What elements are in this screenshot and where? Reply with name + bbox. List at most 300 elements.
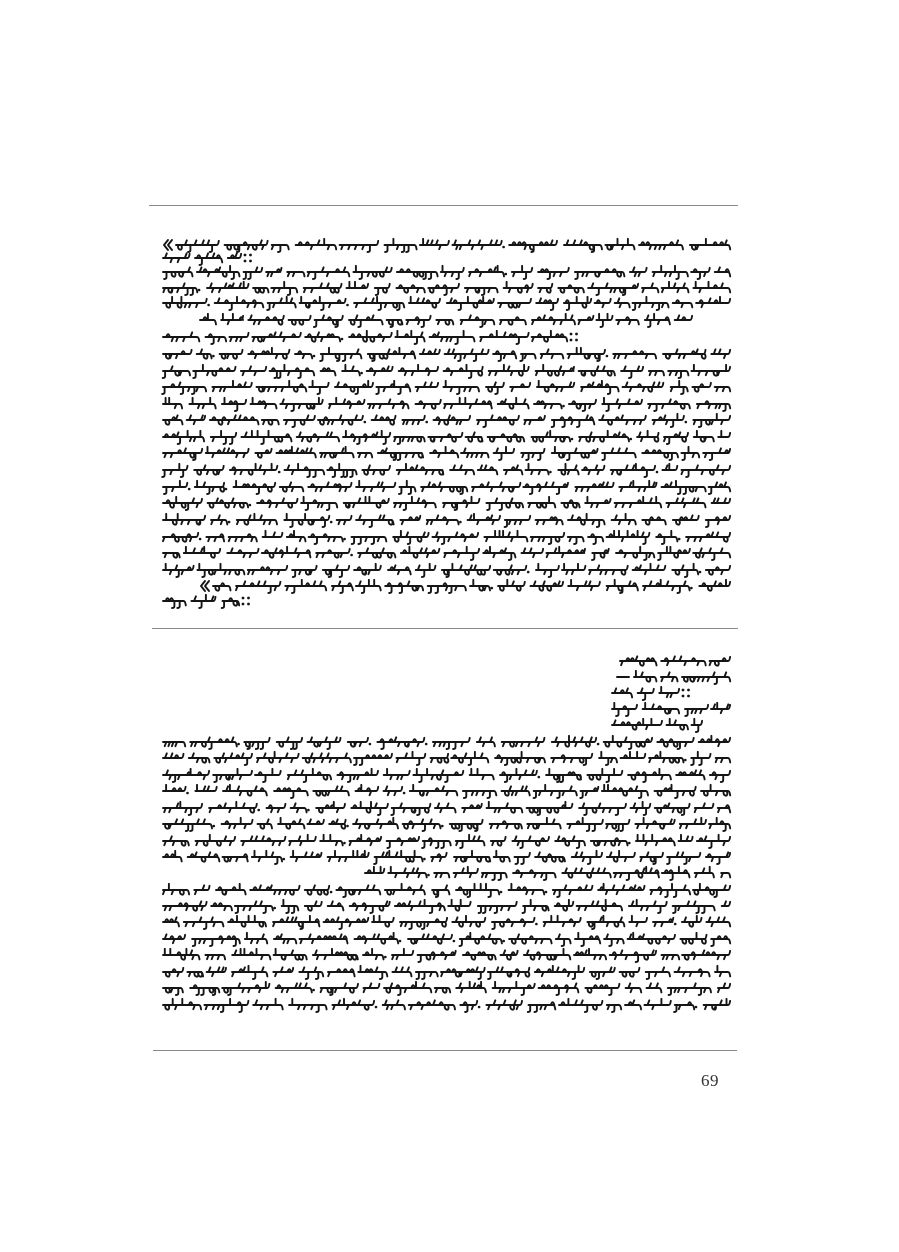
- comma-mark: [425, 421, 428, 424]
- script-word: [487, 802, 523, 813]
- script-word: [287, 531, 306, 542]
- comma-mark: [685, 421, 688, 424]
- text-line: [163, 933, 730, 946]
- script-word: [494, 851, 510, 862]
- script-word: [163, 564, 194, 577]
- script-word: [195, 785, 216, 791]
- script-word: [695, 803, 714, 812]
- script-word: [343, 431, 390, 444]
- script-word: [193, 365, 235, 378]
- script-word: [536, 517, 563, 524]
- script-word: [472, 482, 520, 491]
- comma-mark: [630, 438, 633, 441]
- script-word: [234, 481, 276, 494]
- text-line: [163, 266, 730, 279]
- script-word: [572, 851, 602, 864]
- script-word: [610, 950, 656, 962]
- middle-rule: [152, 628, 738, 629]
- script-word: [441, 967, 485, 979]
- script-word: [539, 983, 579, 995]
- script-word: [712, 498, 731, 503]
- script-word: [668, 371, 688, 378]
- script-word: [482, 873, 507, 880]
- script-word: [353, 818, 398, 829]
- script-word: [308, 482, 351, 491]
- comma-mark: [283, 858, 286, 861]
- script-word: [313, 949, 358, 960]
- script-word: [416, 400, 441, 409]
- script-word: [716, 758, 731, 762]
- script-word: [460, 933, 502, 946]
- script-word: [323, 565, 349, 577]
- script-word: [278, 818, 304, 829]
- script-word: [257, 752, 299, 763]
- script-word: [587, 769, 622, 782]
- script-word: [484, 531, 527, 542]
- script-word: [372, 415, 396, 424]
- script-word: [633, 564, 666, 574]
- script-word: [213, 769, 252, 782]
- script-word: [551, 754, 592, 765]
- script-word: [628, 933, 675, 944]
- script-word: [163, 802, 202, 815]
- script-word: [434, 415, 471, 424]
- script-word: [274, 788, 308, 798]
- script-word: [222, 598, 239, 608]
- script-word: [493, 982, 535, 995]
- script-word: [692, 719, 703, 732]
- script-word: [673, 901, 715, 913]
- script-word: [211, 515, 227, 524]
- comma-mark: [212, 355, 215, 358]
- script-word: [512, 266, 532, 279]
- script-word: [579, 803, 626, 815]
- script-word: [431, 754, 449, 763]
- script-word: [364, 983, 380, 992]
- script-word: [309, 534, 343, 544]
- script-word: [200, 314, 216, 325]
- full-stop-mark: [244, 254, 252, 263]
- script-word: [546, 547, 585, 557]
- script-word: [465, 288, 498, 295]
- comma-mark: [330, 521, 333, 524]
- script-word: [210, 415, 259, 424]
- script-word: [222, 818, 253, 828]
- script-word: [699, 580, 730, 591]
- comma-mark: [330, 891, 333, 894]
- script-word: [520, 354, 535, 361]
- text-line: [365, 867, 730, 880]
- script-word: [637, 431, 658, 442]
- text-line: [163, 785, 730, 798]
- script-word: [211, 431, 236, 444]
- text-line: [163, 736, 730, 749]
- script-word: [562, 868, 611, 877]
- script-word: [255, 449, 271, 458]
- script-word: [395, 900, 445, 913]
- script-word: [427, 515, 459, 524]
- text-line: [163, 282, 730, 295]
- script-word: [585, 497, 610, 507]
- script-word: [460, 1001, 477, 1012]
- script-word: [207, 282, 249, 292]
- script-word: [692, 383, 710, 392]
- script-word: [703, 448, 730, 460]
- comma-mark: [399, 940, 402, 943]
- script-word: [432, 532, 478, 544]
- comma-mark: [273, 907, 276, 910]
- comma-mark: [199, 538, 202, 541]
- script-word: [454, 867, 478, 877]
- script-word: [634, 671, 656, 682]
- script-word: [356, 785, 379, 795]
- script-word: [206, 334, 227, 344]
- text-line: [163, 398, 730, 411]
- script-word: [245, 933, 267, 944]
- script-word: [428, 583, 466, 593]
- text-line: [163, 999, 730, 1012]
- script-word: [328, 969, 355, 976]
- script-word: [706, 852, 730, 864]
- text-line: [201, 580, 730, 593]
- script-word: [532, 431, 571, 442]
- script-word: [191, 595, 215, 608]
- script-word: [599, 415, 646, 424]
- script-word: [300, 934, 348, 943]
- script-word: [274, 934, 296, 943]
- script-word: [452, 240, 501, 249]
- script-word: [163, 851, 182, 862]
- script-word: [251, 398, 277, 409]
- script-word: [682, 672, 730, 684]
- script-word: [316, 549, 350, 558]
- script-word: [657, 738, 693, 749]
- script-word: [629, 900, 667, 913]
- script-word: [253, 288, 268, 293]
- script-word: [674, 1002, 694, 1012]
- script-word: [358, 966, 387, 979]
- text-line: [163, 769, 730, 782]
- script-word: [248, 315, 284, 324]
- script-word: [301, 497, 337, 510]
- script-word: [592, 549, 609, 560]
- script-word: [244, 267, 263, 279]
- script-word: [184, 547, 220, 558]
- script-word: [552, 415, 595, 427]
- comma-mark: [549, 471, 552, 474]
- comma-mark: [403, 792, 406, 795]
- text-line: [200, 314, 692, 327]
- script-word: [262, 547, 311, 558]
- script-word: [451, 752, 488, 765]
- script-word: [163, 332, 199, 341]
- script-word: [197, 349, 212, 358]
- script-word: [607, 531, 650, 544]
- comma-mark: [257, 809, 260, 812]
- script-word: [163, 934, 185, 943]
- script-word: [494, 565, 527, 574]
- script-word: [441, 266, 464, 279]
- script-word: [421, 482, 467, 494]
- script-word: [509, 884, 545, 895]
- script-word: [205, 955, 225, 959]
- script-word: [328, 851, 369, 861]
- script-word: [216, 884, 246, 895]
- script-word: [376, 381, 410, 394]
- script-word: [387, 320, 403, 327]
- script-word: [308, 737, 341, 749]
- script-word: [577, 900, 623, 911]
- text-line: [163, 851, 730, 864]
- script-word: [266, 268, 281, 276]
- script-word: [522, 548, 544, 557]
- script-word: [353, 266, 391, 279]
- script-word: [655, 803, 690, 815]
- script-word: [358, 453, 372, 457]
- comma-mark: [628, 842, 631, 845]
- script-word: [477, 737, 495, 746]
- script-word: [214, 753, 252, 765]
- script-word: [659, 687, 679, 697]
- script-word: [500, 769, 537, 782]
- script-word: [408, 934, 452, 943]
- script-word: [221, 314, 243, 324]
- script-word: [356, 481, 395, 491]
- comma-mark: [597, 743, 600, 746]
- text-line: [163, 481, 730, 494]
- text-line: [164, 239, 730, 252]
- comma-mark: [423, 858, 426, 861]
- script-word: [492, 918, 535, 929]
- script-word: [658, 547, 690, 560]
- script-word: [358, 548, 395, 557]
- script-word: [680, 818, 706, 828]
- script-word: [662, 282, 689, 293]
- script-word: [504, 282, 533, 293]
- script-word: [397, 464, 444, 475]
- script-word: [461, 315, 495, 327]
- script-word: [693, 282, 730, 293]
- comma-mark: [364, 421, 367, 424]
- script-word: [668, 983, 711, 995]
- script-word: [434, 873, 449, 877]
- text-line: [163, 547, 730, 560]
- script-word: [163, 253, 190, 262]
- script-word: [675, 315, 692, 320]
- script-word: [273, 916, 319, 929]
- text-line: [163, 949, 730, 962]
- script-word: [320, 447, 354, 458]
- script-word: [409, 1000, 455, 1009]
- comma-mark: [527, 571, 530, 574]
- script-word: [604, 934, 624, 946]
- script-word: [187, 972, 203, 977]
- script-word: [612, 703, 637, 716]
- full-stop-mark: [242, 597, 250, 606]
- script-word: [409, 297, 440, 308]
- script-word: [375, 284, 390, 295]
- script-word: [395, 331, 424, 344]
- script-word: [350, 901, 390, 913]
- script-word: [477, 415, 519, 427]
- comma-mark: [695, 1006, 698, 1009]
- script-word: [305, 332, 340, 341]
- script-word: [701, 785, 730, 796]
- script-word: [621, 366, 643, 378]
- text-line: [612, 703, 730, 716]
- script-word: [396, 285, 424, 292]
- script-word: [642, 517, 666, 524]
- text-line: [163, 447, 730, 460]
- script-word: [196, 835, 236, 846]
- script-word: [612, 514, 636, 525]
- script-word: [277, 737, 302, 749]
- script-word: [673, 515, 699, 524]
- script-word: [321, 368, 336, 375]
- script-word: [625, 1000, 641, 1009]
- script-word: [396, 752, 425, 765]
- script-word: [287, 272, 304, 276]
- script-word: [354, 297, 404, 310]
- script-word: [444, 365, 483, 378]
- script-word: [706, 566, 730, 575]
- script-word: [418, 951, 456, 962]
- script-word: [335, 381, 373, 394]
- script-word: [604, 736, 652, 749]
- text-line: [620, 656, 730, 665]
- script-word: [598, 884, 644, 894]
- script-word: [212, 381, 251, 391]
- script-word: [304, 283, 342, 292]
- script-word: [470, 769, 494, 780]
- comma-mark: [313, 355, 316, 358]
- script-word: [661, 656, 706, 665]
- script-word: [195, 253, 222, 265]
- script-word: [267, 297, 296, 310]
- script-word: [276, 447, 315, 458]
- comma-mark: [505, 273, 508, 276]
- script-word: [579, 316, 594, 324]
- script-word: [416, 972, 438, 979]
- script-word: [327, 464, 356, 477]
- script-word: [495, 752, 545, 765]
- script-word: [655, 785, 696, 798]
- script-word: [509, 934, 552, 943]
- script-word: [262, 420, 279, 425]
- comma-mark: [535, 923, 538, 926]
- script-word: [537, 381, 574, 392]
- script-word: [468, 514, 500, 524]
- open-quote-mark: [201, 581, 209, 591]
- text-line: [163, 531, 730, 544]
- text-line: [163, 916, 730, 929]
- script-word: [162, 464, 187, 477]
- script-word: [602, 785, 648, 798]
- script-word: [413, 769, 463, 782]
- script-word: [711, 349, 730, 358]
- script-word: [450, 465, 474, 474]
- script-word: [676, 770, 704, 779]
- script-word: [709, 482, 731, 494]
- script-word: [590, 967, 615, 979]
- script-word: [406, 316, 430, 327]
- script-word: [190, 737, 237, 749]
- script-word: [653, 266, 688, 279]
- script-word: [672, 564, 698, 577]
- text-line: [163, 297, 730, 310]
- script-word: [493, 351, 516, 361]
- script-word: [504, 465, 523, 474]
- script-word: [697, 401, 730, 411]
- script-word: [367, 366, 393, 375]
- text-line: [163, 348, 730, 361]
- script-word: [502, 737, 545, 746]
- script-word: [706, 917, 730, 926]
- text-line: [163, 497, 730, 510]
- script-word: [620, 968, 640, 977]
- script-word: [580, 787, 598, 798]
- script-word: [392, 967, 411, 976]
- script-word: [324, 917, 369, 929]
- script-word: [307, 819, 324, 824]
- comma-mark: [502, 940, 505, 943]
- script-word: [640, 852, 663, 864]
- script-word: [368, 399, 409, 408]
- script-word: [206, 534, 224, 541]
- comma-mark: [346, 304, 349, 307]
- script-word: [297, 432, 339, 441]
- script-word: [430, 331, 475, 344]
- script-word: [480, 331, 528, 344]
- script-word: [289, 316, 311, 325]
- script-word: [229, 333, 248, 341]
- script-word: [691, 752, 710, 765]
- script-word: [535, 852, 565, 861]
- script-word: [163, 415, 183, 424]
- script-word: [211, 903, 232, 910]
- script-word: [579, 431, 629, 442]
- text-line: [163, 818, 730, 831]
- comma-mark: [453, 940, 456, 943]
- script-word: [305, 901, 322, 910]
- script-word: [679, 835, 693, 841]
- comma-mark: [538, 776, 541, 779]
- script-word: [163, 533, 198, 542]
- script-word: [399, 481, 416, 494]
- script-word: [697, 835, 730, 848]
- script-word: [574, 949, 606, 960]
- script-word: [403, 819, 441, 831]
- script-word: [680, 933, 706, 944]
- script-word: [272, 245, 289, 252]
- script-word: [599, 752, 617, 765]
- script-word: [647, 983, 662, 992]
- script-word: [394, 497, 436, 510]
- script-word: [611, 464, 655, 477]
- script-word: [410, 785, 458, 796]
- script-word: [253, 999, 283, 1010]
- script-word: [527, 802, 573, 815]
- script-word: [228, 916, 266, 927]
- script-word: [567, 818, 602, 831]
- script-word: [509, 240, 557, 252]
- script-word: [397, 269, 438, 279]
- script-word: [486, 1000, 522, 1009]
- script-word: [671, 381, 688, 394]
- script-word: [498, 299, 531, 308]
- script-word: [498, 398, 529, 409]
- script-word: [230, 464, 277, 475]
